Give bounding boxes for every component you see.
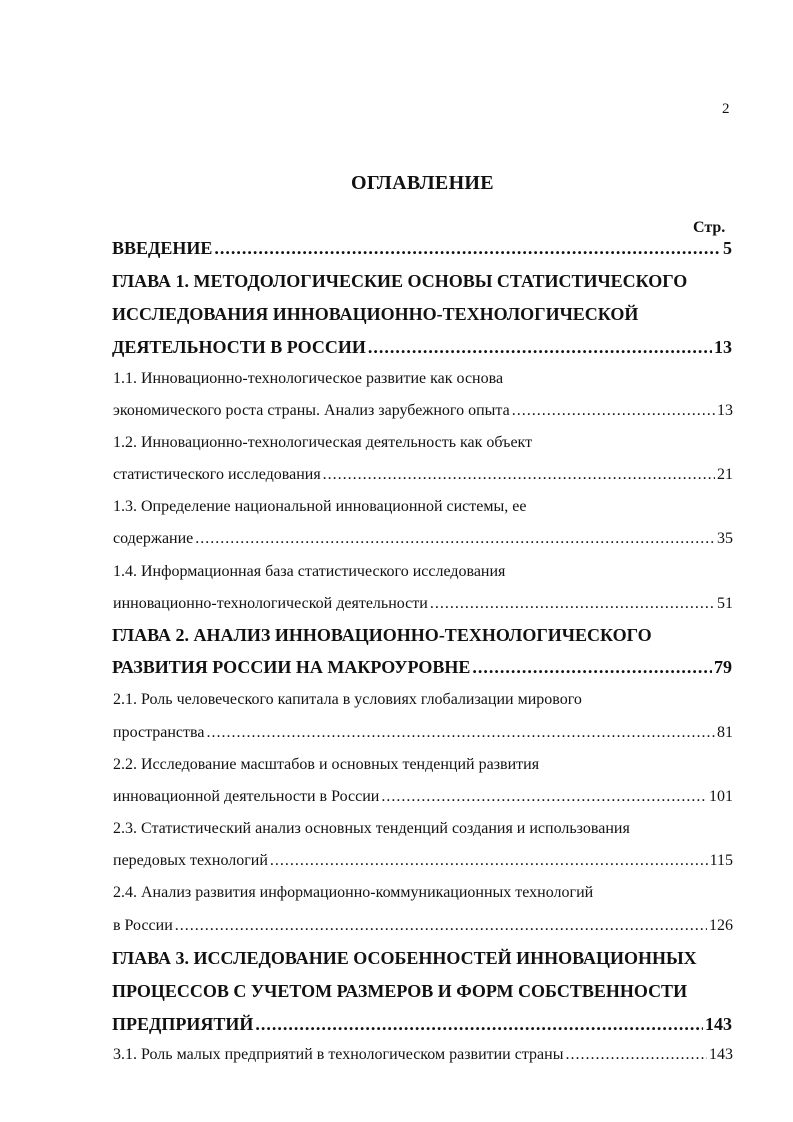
toc-entry-page: 81 — [717, 724, 733, 741]
toc-entry-page: 79 — [714, 657, 732, 677]
toc-entry-2-3-line-1[interactable]: 2.3. Статистический анализ основных тенденций создания и использования — [113, 820, 630, 837]
toc-entry-text: пространства — [113, 724, 205, 741]
toc-entry-page: 126 — [709, 917, 733, 934]
toc-entry-text: ДЕЯТЕЛЬНОСТИ В РОССИИ — [112, 337, 366, 357]
dot-leader — [175, 917, 707, 935]
toc-entry-chapter-1[interactable] — [112, 337, 732, 358]
toc-entry-page: 5 — [723, 238, 732, 258]
toc-entry-1-2-line-1[interactable]: 1.2. Инновационно-технологическая деятельность как объект — [113, 434, 533, 451]
toc-entry-text: в России — [113, 917, 173, 934]
dot-leader — [512, 402, 715, 420]
toc-entry-1-1[interactable] — [113, 402, 733, 420]
dot-leader — [430, 595, 715, 613]
toc-entry-2-1[interactable] — [113, 724, 733, 742]
toc-entry-text: ВВЕДЕНИЕ — [112, 238, 213, 258]
toc-entry-page: 21 — [717, 466, 733, 483]
toc-entry-page: 115 — [709, 852, 733, 869]
toc-entry-chapter-3[interactable] — [112, 1014, 732, 1035]
toc-entry-text: статистического исследования — [113, 466, 321, 483]
toc-entry-text: передовых технологий — [113, 852, 268, 869]
toc-entry-2-2[interactable] — [113, 788, 733, 806]
toc-entry-chapter-2-line-1[interactable]: ГЛАВА 2. АНАЛИЗ ИННОВАЦИОННО-ТЕХНОЛОГИЧЕСКОГО — [112, 625, 652, 645]
toc-entry-2-4-line-1[interactable]: 2.4. Анализ развития информационно-коммуникационных технологий — [113, 884, 594, 901]
dot-leader — [323, 466, 715, 484]
dot-leader — [472, 657, 712, 678]
toc-entry-2-3[interactable] — [113, 852, 733, 870]
toc-entry-chapter-3-line-1[interactable]: ГЛАВА 3. ИССЛЕДОВАНИЕ ОСОБЕННОСТЕЙ ИННОВАЦИОННЫХ — [112, 948, 697, 968]
toc-entry-text: экономического роста страны. Анализ зарубежного опыта — [113, 402, 510, 419]
dot-leader — [195, 530, 715, 548]
toc-entry-text: инновационной деятельности в России — [113, 788, 380, 805]
dot-leader — [206, 724, 715, 742]
dot-leader — [270, 852, 708, 870]
toc-entry-page: 101 — [709, 788, 733, 805]
toc-entry-page: 143 — [705, 1014, 732, 1034]
page-column-label: Стр. — [693, 219, 726, 236]
toc-entry-1-3[interactable] — [113, 530, 733, 548]
dot-leader — [565, 1046, 707, 1064]
toc-entry-2-4[interactable] — [113, 917, 733, 935]
toc-entry-1-3-line-1[interactable]: 1.3. Определение национальной инновационной системы, ее — [113, 498, 527, 515]
toc-entry-page: 51 — [717, 595, 733, 612]
toc-entry-page: 143 — [709, 1046, 733, 1063]
toc-entry-text: РАЗВИТИЯ РОССИИ НА МАКРОУРОВНЕ — [112, 657, 471, 677]
toc-entry-1-1-line-1[interactable]: 1.1. Инновационно-технологическое развитие как основа — [113, 370, 504, 387]
toc-entry-page: 13 — [714, 337, 732, 357]
dot-leader — [214, 238, 721, 259]
toc-entry-chapter-3-line-2[interactable]: ПРОЦЕССОВ С УЧЕТОМ РАЗМЕРОВ И ФОРМ СОБСТВЕННОСТИ — [112, 981, 688, 1001]
toc-entry-page: 35 — [717, 530, 733, 547]
toc-entry-text: содержание — [113, 530, 194, 547]
toc-entry-1-4[interactable] — [113, 595, 733, 613]
toc-entry-chapter-1-line-1[interactable]: ГЛАВА 1. МЕТОДОЛОГИЧЕСКИЕ ОСНОВЫ СТАТИСТИЧЕСКОГО — [112, 271, 688, 291]
toc-entry-text: инновационно-технологической деятельности — [113, 595, 428, 612]
toc-entry-2-1-line-1[interactable]: 2.1. Роль человеческого капитала в условиях глобализации мирового — [113, 691, 582, 708]
dot-leader — [255, 1014, 703, 1035]
dot-leader — [368, 337, 712, 358]
toc-entry-chapter-2[interactable] — [112, 657, 732, 678]
toc-entry-text: 3.1. Роль малых предприятий в технологическом развитии страны — [113, 1046, 564, 1063]
toc-entry-3-1[interactable] — [113, 1046, 733, 1064]
toc-entry-1-2[interactable] — [113, 466, 733, 484]
toc-title: ОГЛАВЛЕНИЕ — [351, 172, 494, 194]
toc-entry-2-2-line-1[interactable]: 2.2. Исследование масштабов и основных тенденций развития — [113, 756, 540, 773]
toc-entry-chapter-1-line-2[interactable]: ИССЛЕДОВАНИЯ ИННОВАЦИОННО-ТЕХНОЛОГИЧЕСКОЙ — [112, 304, 639, 324]
toc-entry-1-4-line-1[interactable]: 1.4. Информационная база статистического исследования — [113, 563, 506, 580]
toc-entry-text: ПРЕДПРИЯТИЙ — [112, 1014, 254, 1034]
toc-entry-page: 13 — [717, 402, 733, 419]
page-number: 2 — [722, 101, 730, 117]
toc-entry-introduction[interactable] — [112, 238, 732, 259]
dot-leader — [381, 788, 707, 806]
